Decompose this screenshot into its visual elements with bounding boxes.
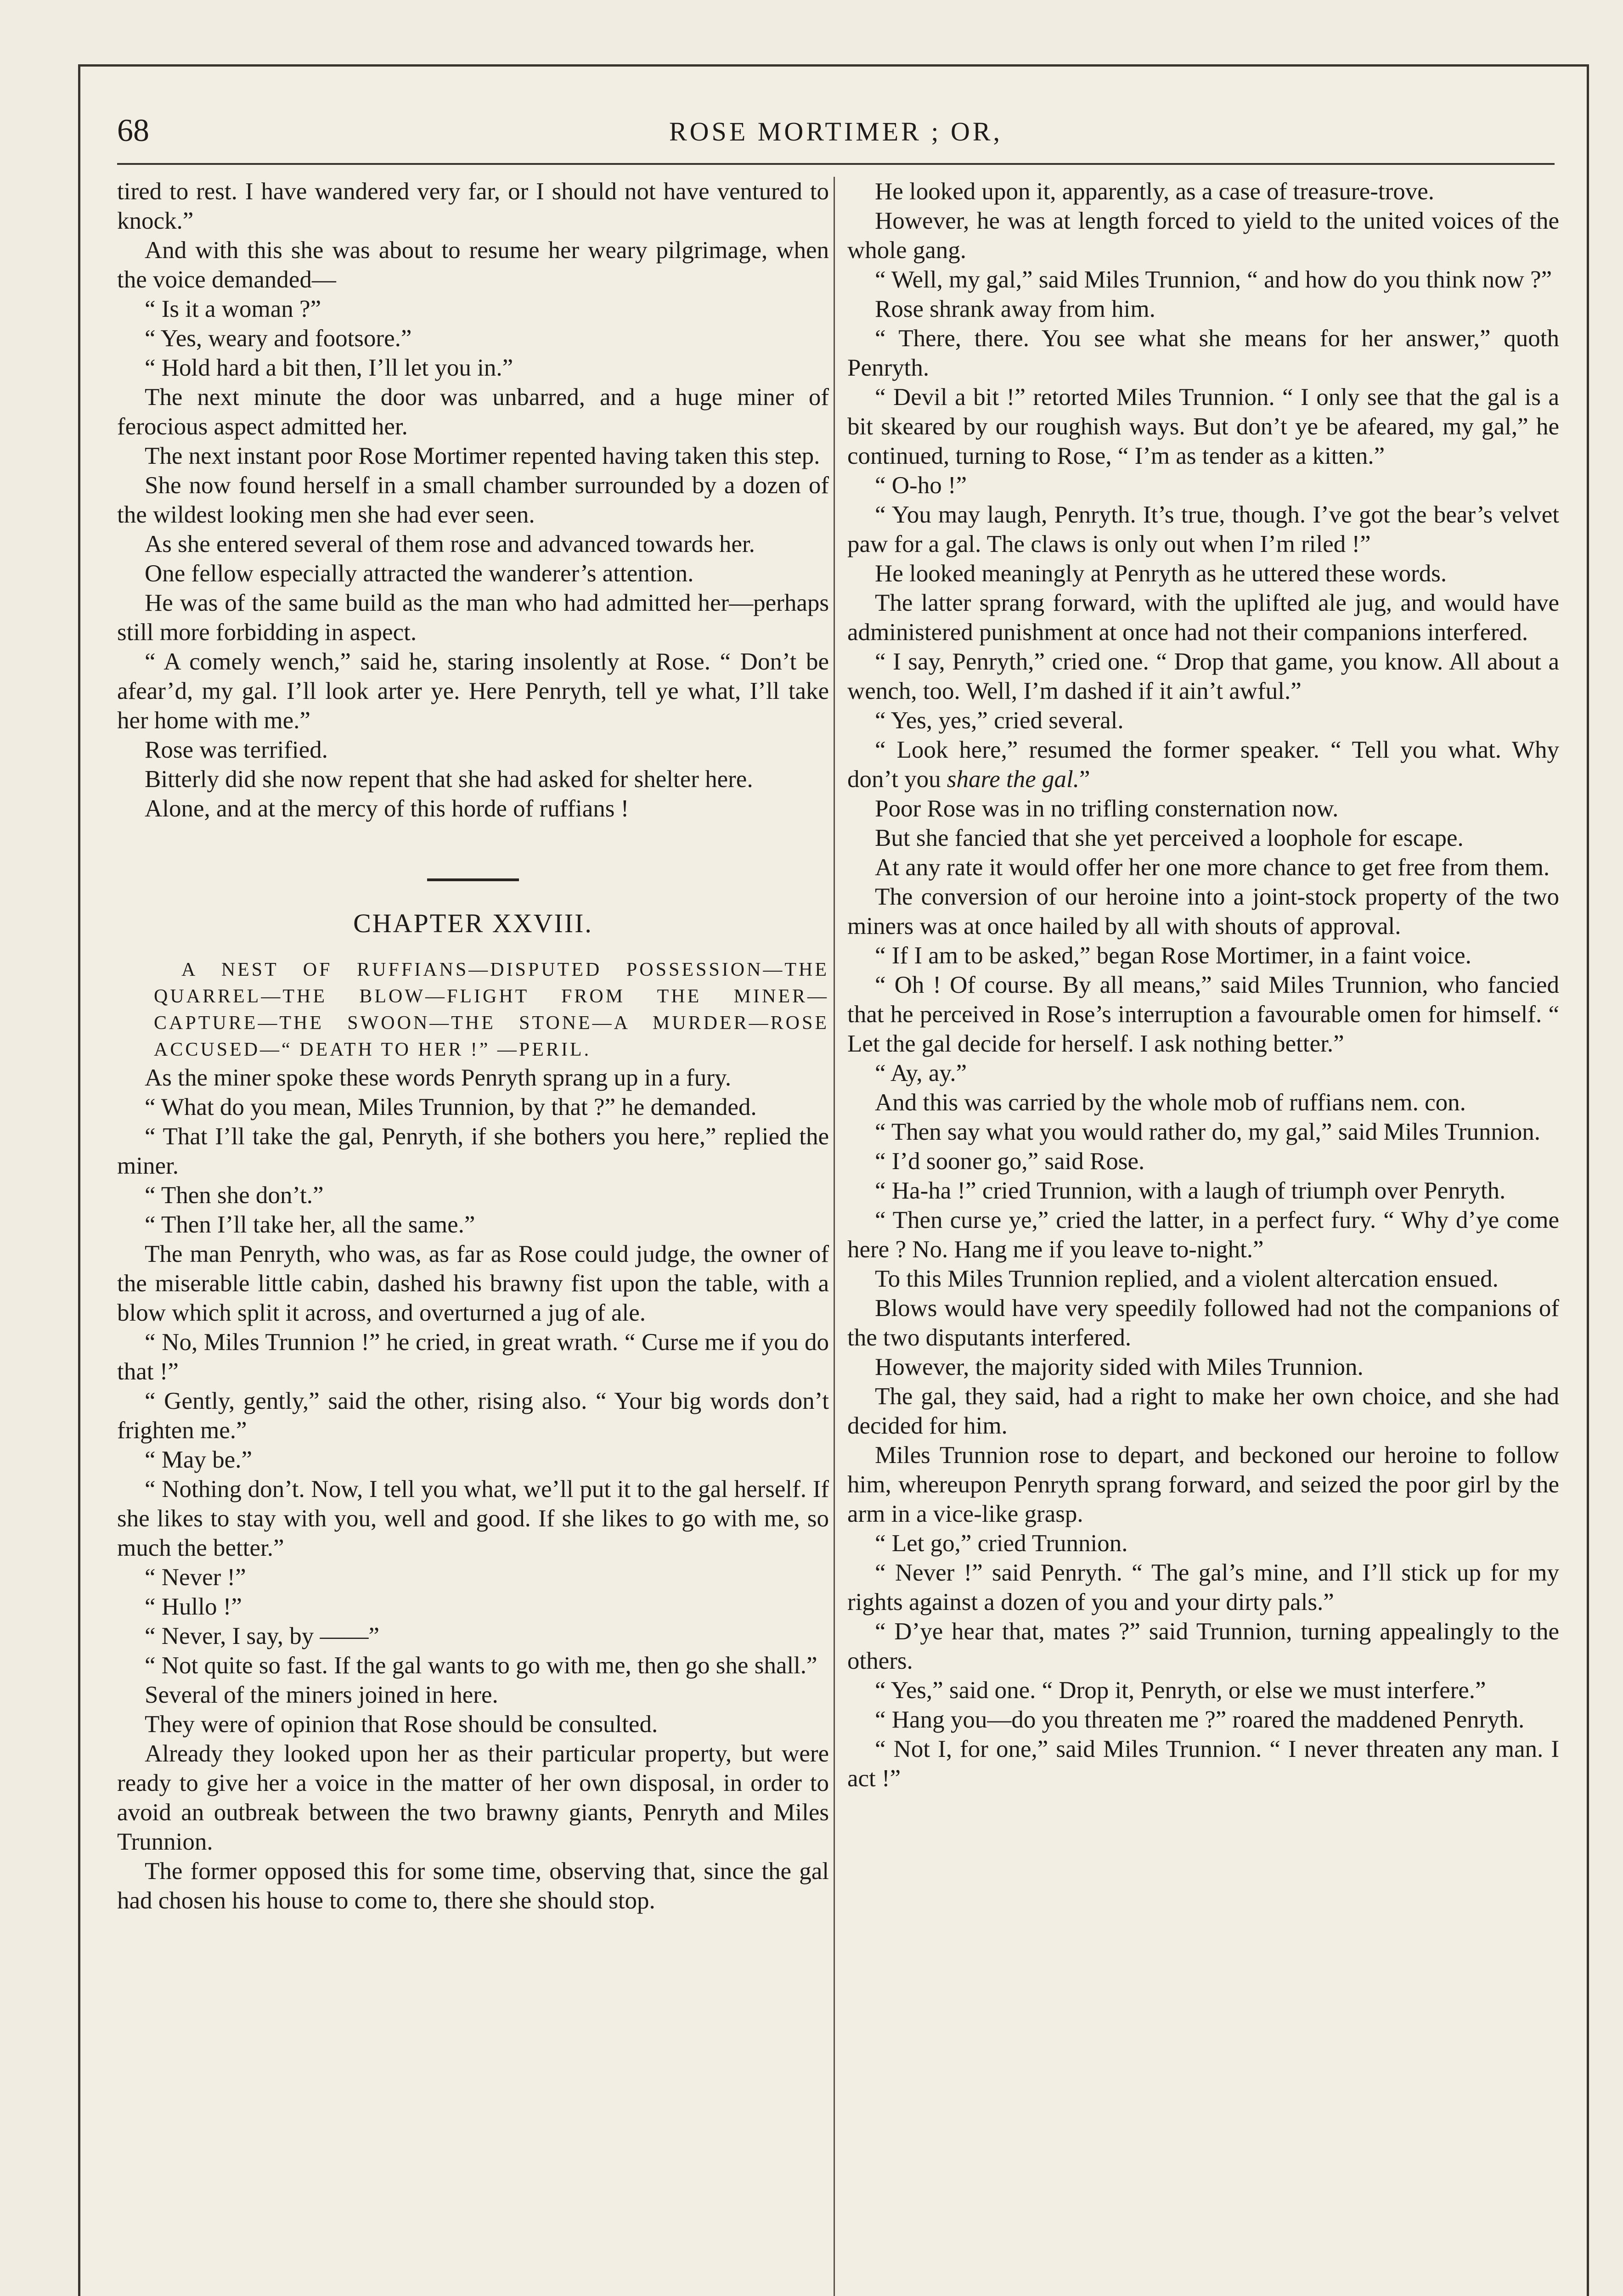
chapter-title: CHAPTER XXVIII. bbox=[353, 908, 593, 938]
paragraph: “ I say, Penryth,” cried one. “ Drop that game, you know. All about a wench, too. Well, I’m dashed if it ain’t awful.” bbox=[847, 648, 1559, 704]
paragraph: “ O-ho !” bbox=[875, 472, 967, 499]
paragraph: “ Nothing don’t. Now, I tell you what, we’ll put it to the gal herself. If she likes to stay with you, well and good. If she likes to go with me, so much the better.” bbox=[117, 1476, 829, 1561]
paragraph: Rose was terrified. bbox=[145, 737, 328, 763]
right-column bbox=[847, 177, 1559, 1793]
paragraph: Blows would have very speedily followed had not the companions of the two disputants interfered. bbox=[847, 1295, 1559, 1351]
left-column bbox=[117, 177, 829, 1915]
paragraph: However, the majority sided with Miles Trunnion. bbox=[875, 1354, 1364, 1380]
paragraph: “ That I’ll take the gal, Penryth, if she bothers you here,” replied the miner. bbox=[117, 1123, 829, 1179]
paragraph: They were of opinion that Rose should be consulted. bbox=[145, 1711, 658, 1738]
chapter-separator-rule bbox=[427, 878, 519, 881]
paragraph: The gal, they said, had a right to make her own choice, and she had decided for him. bbox=[847, 1383, 1559, 1439]
paragraph: Bitterly did she now repent that she had asked for shelter here. bbox=[145, 766, 753, 793]
paragraph: “ Never, I say, by ——” bbox=[145, 1623, 380, 1649]
paragraph: He looked meaningly at Penryth as he uttered these words. bbox=[875, 560, 1447, 587]
paragraph: And with this she was about to resume her weary pilgrimage, when the voice demanded— bbox=[117, 237, 829, 293]
paragraph: “ Then I’ll take her, all the same.” bbox=[145, 1211, 475, 1238]
paragraph: “ Gently, gently,” said the other, rising also. “ Your big words don’t frighten me.” bbox=[117, 1388, 829, 1444]
paragraph: “ Not I, for one,” said Miles Trunnion. “ I never threaten any man. I act !” bbox=[847, 1736, 1559, 1792]
header-rule bbox=[117, 163, 1555, 165]
paragraph: The man Penryth, who was, as far as Rose could judge, the owner of the miserable little cabin, dashed his brawny fist upon the table, with a blow which split it across, and overturned a jug of ale. bbox=[117, 1241, 829, 1326]
left-paragraphs-before-chapter bbox=[117, 177, 829, 823]
paragraph: “ D’ye hear that, mates ?” said Trunnion, turning appealingly to the others. bbox=[847, 1618, 1559, 1674]
paragraph: The conversion of our heroine into a joint-stock property of the two miners was at once hailed by all with shouts of approval. bbox=[847, 884, 1559, 940]
paragraph: “ I’d sooner go,” said Rose. bbox=[875, 1148, 1145, 1175]
paragraph: “ A comely wench,” said he, staring insolently at Rose. “ Don’t be afear’d, my gal. I’ll look arter ye. Here Penryth, tell ye what, I’ll take her home with me.” bbox=[117, 648, 829, 734]
paragraph: “ If I am to be asked,” began Rose Mortimer, in a faint voice. bbox=[875, 942, 1471, 969]
paragraph: “ What do you mean, Miles Trunnion, by that ?” he demanded. bbox=[145, 1094, 757, 1120]
paragraph: “ Never !” bbox=[145, 1564, 246, 1591]
paragraph: “ Oh ! Of course. By all means,” said Miles Trunnion, who fancied that he perceived in Rose’s interruption a favourable omen for himself. “ Let the gal decide for herself. I ask nothing better.” bbox=[847, 972, 1559, 1057]
paragraph: The next instant poor Rose Mortimer repented having taken this step. bbox=[145, 443, 820, 469]
page-number: 68 bbox=[117, 113, 149, 148]
paragraph: At any rate it would offer her one more chance to get free from them. bbox=[875, 854, 1550, 881]
page-header bbox=[117, 99, 1555, 163]
paragraph: She now found herself in a small chamber surrounded by a dozen of the wildest looking men she had ever seen. bbox=[117, 472, 829, 528]
paragraph: “ Hang you—do you threaten me ?” roared the maddened Penryth. bbox=[875, 1706, 1525, 1733]
paragraph: “ Let go,” cried Trunnion. bbox=[875, 1530, 1128, 1557]
paragraph: The former opposed this for some time, observing that, since the gal had chosen his house to come to, there she should stop. bbox=[117, 1858, 829, 1914]
share-tail-text: ” bbox=[1079, 766, 1090, 793]
paragraph: “ There, there. You see what she means for her answer,” quoth Penryth. bbox=[847, 325, 1559, 381]
paragraph: As she entered several of them rose and advanced towards her. bbox=[145, 531, 755, 557]
paragraph: To this Miles Trunnion replied, and a violent altercation ensued. bbox=[875, 1266, 1499, 1292]
share-lead-text: “ Look here,” resumed the former speaker. “ Tell you what. Why don’t you bbox=[847, 737, 1559, 793]
running-head: ROSE MORTIMER ; OR, bbox=[669, 117, 1003, 146]
paragraph: He was of the same build as the man who had admitted her—perhaps still more forbidding in aspect. bbox=[117, 590, 829, 646]
paragraph: He looked upon it, apparently, as a case of treasure-trove. bbox=[875, 178, 1435, 205]
paragraph: One fellow especially attracted the wanderer’s attention. bbox=[145, 560, 694, 587]
paragraph: “ Well, my gal,” said Miles Trunnion, “ and how do you think now ?” bbox=[875, 266, 1552, 293]
paragraph: “ Yes, yes,” cried several. bbox=[875, 707, 1124, 734]
paragraph: Several of the miners joined in here. bbox=[145, 1682, 498, 1708]
paragraph: “ Not quite so fast. If the gal wants to go with me, then go she shall.” bbox=[145, 1652, 817, 1679]
paragraph: “ Then curse ye,” cried the latter, in a perfect fury. “ Why d’ye come here ? No. Hang me if you leave to-night.” bbox=[847, 1207, 1559, 1263]
paragraph: “ Is it a woman ?” bbox=[145, 296, 321, 322]
page-frame bbox=[78, 64, 1589, 2296]
column-divider bbox=[834, 177, 835, 2296]
paragraph: “ Never !” said Penryth. “ The gal’s mine, and I’ll stick up for my rights against a dozen of you and your dirty pals.” bbox=[847, 1559, 1559, 1615]
paragraph: “ Ha-ha !” cried Trunnion, with a laugh of triumph over Penryth. bbox=[875, 1177, 1506, 1204]
paragraph: “ Hullo !” bbox=[145, 1593, 242, 1620]
paragraph: “ Devil a bit !” retorted Miles Trunnion. “ I only see that the gal is a bit skeared by our roughish ways. But don’t ye be afeared, my gal,” he continued, turning to Rose, “ I’m as tender as a kitten.” bbox=[847, 384, 1559, 469]
paragraph: “ Yes,” said one. “ Drop it, Penryth, or else we must interfere.” bbox=[875, 1677, 1486, 1704]
paragraph: “ Then she don’t.” bbox=[145, 1182, 324, 1209]
left-paragraphs-after-chapter bbox=[117, 1063, 829, 1915]
paragraph-share-the-gal bbox=[847, 735, 1559, 794]
paragraph: However, he was at length forced to yield to the united voices of the whole gang. bbox=[847, 208, 1559, 264]
paragraph: “ Then say what you would rather do, my gal,” said Miles Trunnion. bbox=[875, 1119, 1540, 1145]
paragraph: tired to rest. I have wandered very far, or I should not have ventured to knock.” bbox=[117, 178, 829, 234]
paragraph: “ You may laugh, Penryth. It’s true, though. I’ve got the bear’s velvet paw for a gal. The claws is only out when I’m riled !” bbox=[847, 501, 1559, 557]
paragraph: The latter sprang forward, with the uplifted ale jug, and would have administered punishment at once had not their companions interfered. bbox=[847, 590, 1559, 646]
paragraph: “ May be.” bbox=[145, 1446, 252, 1473]
paragraph: And this was carried by the whole mob of ruffians nem. con. bbox=[875, 1089, 1466, 1116]
paragraph: “ No, Miles Trunnion !” he cried, in great wrath. “ Curse me if you do that !” bbox=[117, 1329, 829, 1385]
paragraph: “ Hold hard a bit then, I’ll let you in.” bbox=[145, 355, 513, 381]
right-paragraphs-b bbox=[847, 794, 1559, 1793]
paragraph: Already they looked upon her as their particular property, but were ready to give her a voice in the matter of her own disposal, in order to avoid an outbreak between the two brawny giants, Penryth and Miles Trunnion. bbox=[117, 1740, 829, 1855]
paragraph: Rose shrank away from him. bbox=[875, 296, 1155, 322]
paragraph: But she fancied that she yet perceived a loophole for escape. bbox=[875, 825, 1464, 851]
paragraph: As the miner spoke these words Penryth sprang up in a fury. bbox=[145, 1064, 732, 1091]
right-paragraphs-a bbox=[847, 177, 1559, 735]
share-italic-text: share the gal. bbox=[947, 766, 1079, 793]
paragraph: Poor Rose was in no trifling consternation now. bbox=[875, 795, 1339, 822]
paragraph: “ Ay, ay.” bbox=[875, 1060, 967, 1086]
chapter-synopsis: A NEST OF RUFFIANS—DISPUTED POSSESSION—THE QUARREL—THE BLOW—FLIGHT FROM THE MINER—CAPTURE—THE SWOON—THE STONE—A MURDER—ROSE ACCUSED—“ DEATH TO HER !” —PERIL. bbox=[154, 959, 829, 1060]
paragraph: “ Yes, weary and footsore.” bbox=[145, 325, 412, 352]
paragraph: Miles Trunnion rose to depart, and beckoned our heroine to follow him, whereupon Penryth sprang forward, and seized the poor girl by the arm in a vice-like grasp. bbox=[847, 1442, 1559, 1527]
paragraph: Alone, and at the mercy of this horde of ruffians ! bbox=[145, 795, 629, 822]
paragraph: The next minute the door was unbarred, and a huge miner of ferocious aspect admitted her. bbox=[117, 384, 829, 440]
